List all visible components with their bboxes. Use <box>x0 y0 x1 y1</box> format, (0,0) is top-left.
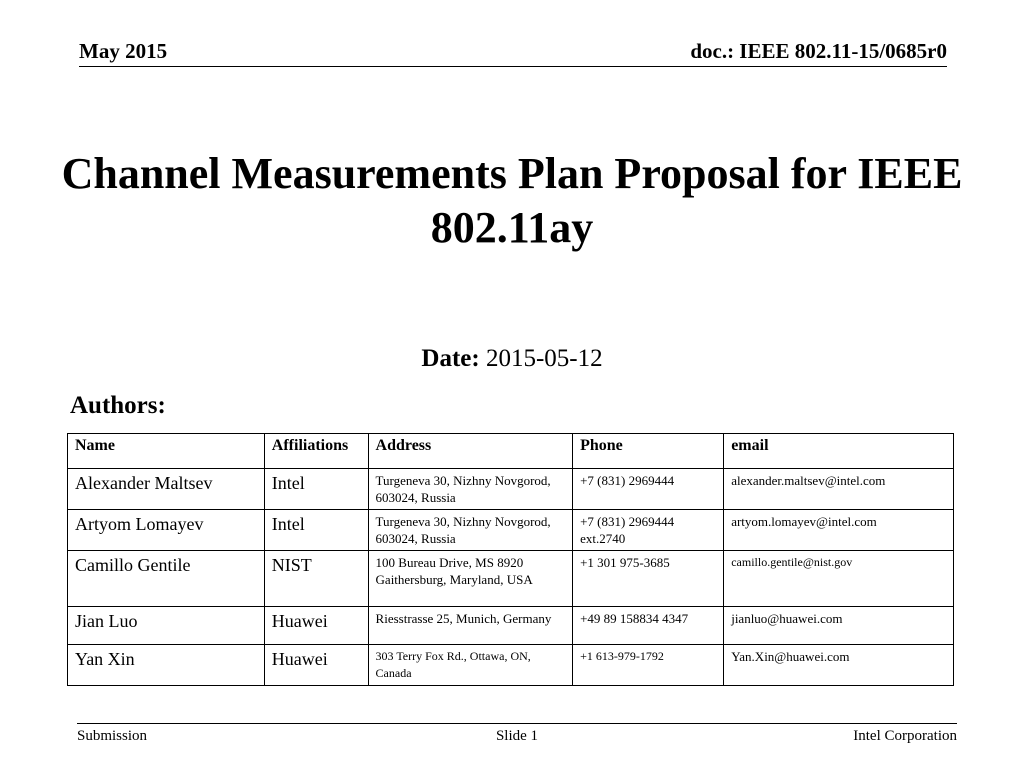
date-value: 2015-05-12 <box>479 345 603 372</box>
author-name: Yan Xin <box>68 645 265 686</box>
author-address: Turgeneva 30, Nizhny Novgorod, 603024, Russia <box>368 510 573 551</box>
table-header-row <box>68 434 954 469</box>
author-phone: +49 89 158834 4347 <box>573 607 724 645</box>
author-address: Riesstrasse 25, Munich, Germany <box>368 607 573 645</box>
author-address: Turgeneva 30, Nizhny Novgorod, 603024, Russia <box>368 469 573 510</box>
author-affiliation: Intel <box>264 469 368 510</box>
column-header-name: Name <box>68 434 265 469</box>
date-label: Date: <box>421 345 480 372</box>
author-phone: +1 301 975-3685 <box>573 551 724 607</box>
table-row <box>68 469 954 510</box>
footer-submission: Submission <box>77 728 148 744</box>
slide-title: Channel Measurements Plan Proposal for IEEE 802.11ay <box>61 149 963 252</box>
author-address: 100 Bureau Drive, MS 8920 Gaithersburg, Maryland, USA <box>368 551 573 607</box>
author-email: jianluo@huawei.com <box>724 607 954 645</box>
table-row <box>68 607 954 645</box>
footer-organization: Intel Corporation <box>853 728 957 744</box>
author-affiliation: Intel <box>264 510 368 551</box>
author-phone: +7 (831) 2969444 <box>573 469 724 510</box>
authors-table <box>67 433 954 686</box>
author-affiliation: Huawei <box>264 607 368 645</box>
author-phone: +7 (831) 2969444 ext.2740 <box>573 510 724 551</box>
table-row <box>68 510 954 551</box>
author-affiliation: NIST <box>264 551 368 607</box>
table-row <box>68 645 954 686</box>
footer-slide-number: Slide 1 <box>495 728 539 744</box>
author-name: Artyom Lomayev <box>68 510 265 551</box>
column-header-phone: Phone <box>573 434 724 469</box>
date-line <box>0 344 1024 374</box>
author-email: Yan.Xin@huawei.com <box>724 645 954 686</box>
author-email: artyom.lomayev@intel.com <box>724 510 954 551</box>
authors-label: Authors: <box>70 392 166 419</box>
author-email: camillo.gentile@nist.gov <box>724 551 954 607</box>
column-header-affiliations: Affiliations <box>264 434 368 469</box>
author-name: Jian Luo <box>68 607 265 645</box>
header-doc-id: doc.: IEEE 802.11-15/0685r0 <box>690 39 947 63</box>
author-name: Alexander Maltsev <box>68 469 265 510</box>
author-affiliation: Huawei <box>264 645 368 686</box>
footer-divider <box>77 723 957 724</box>
author-name: Camillo Gentile <box>68 551 265 607</box>
header-divider <box>79 66 947 67</box>
table-row <box>68 551 954 607</box>
column-header-address: Address <box>368 434 573 469</box>
column-header-email: email <box>724 434 954 469</box>
header-date: May 2015 <box>79 39 168 63</box>
author-phone: +1 613-979-1792 <box>573 645 724 686</box>
author-email: alexander.maltsev@intel.com <box>724 469 954 510</box>
author-address: 303 Terry Fox Rd., Ottawa, ON, Canada <box>368 645 573 686</box>
